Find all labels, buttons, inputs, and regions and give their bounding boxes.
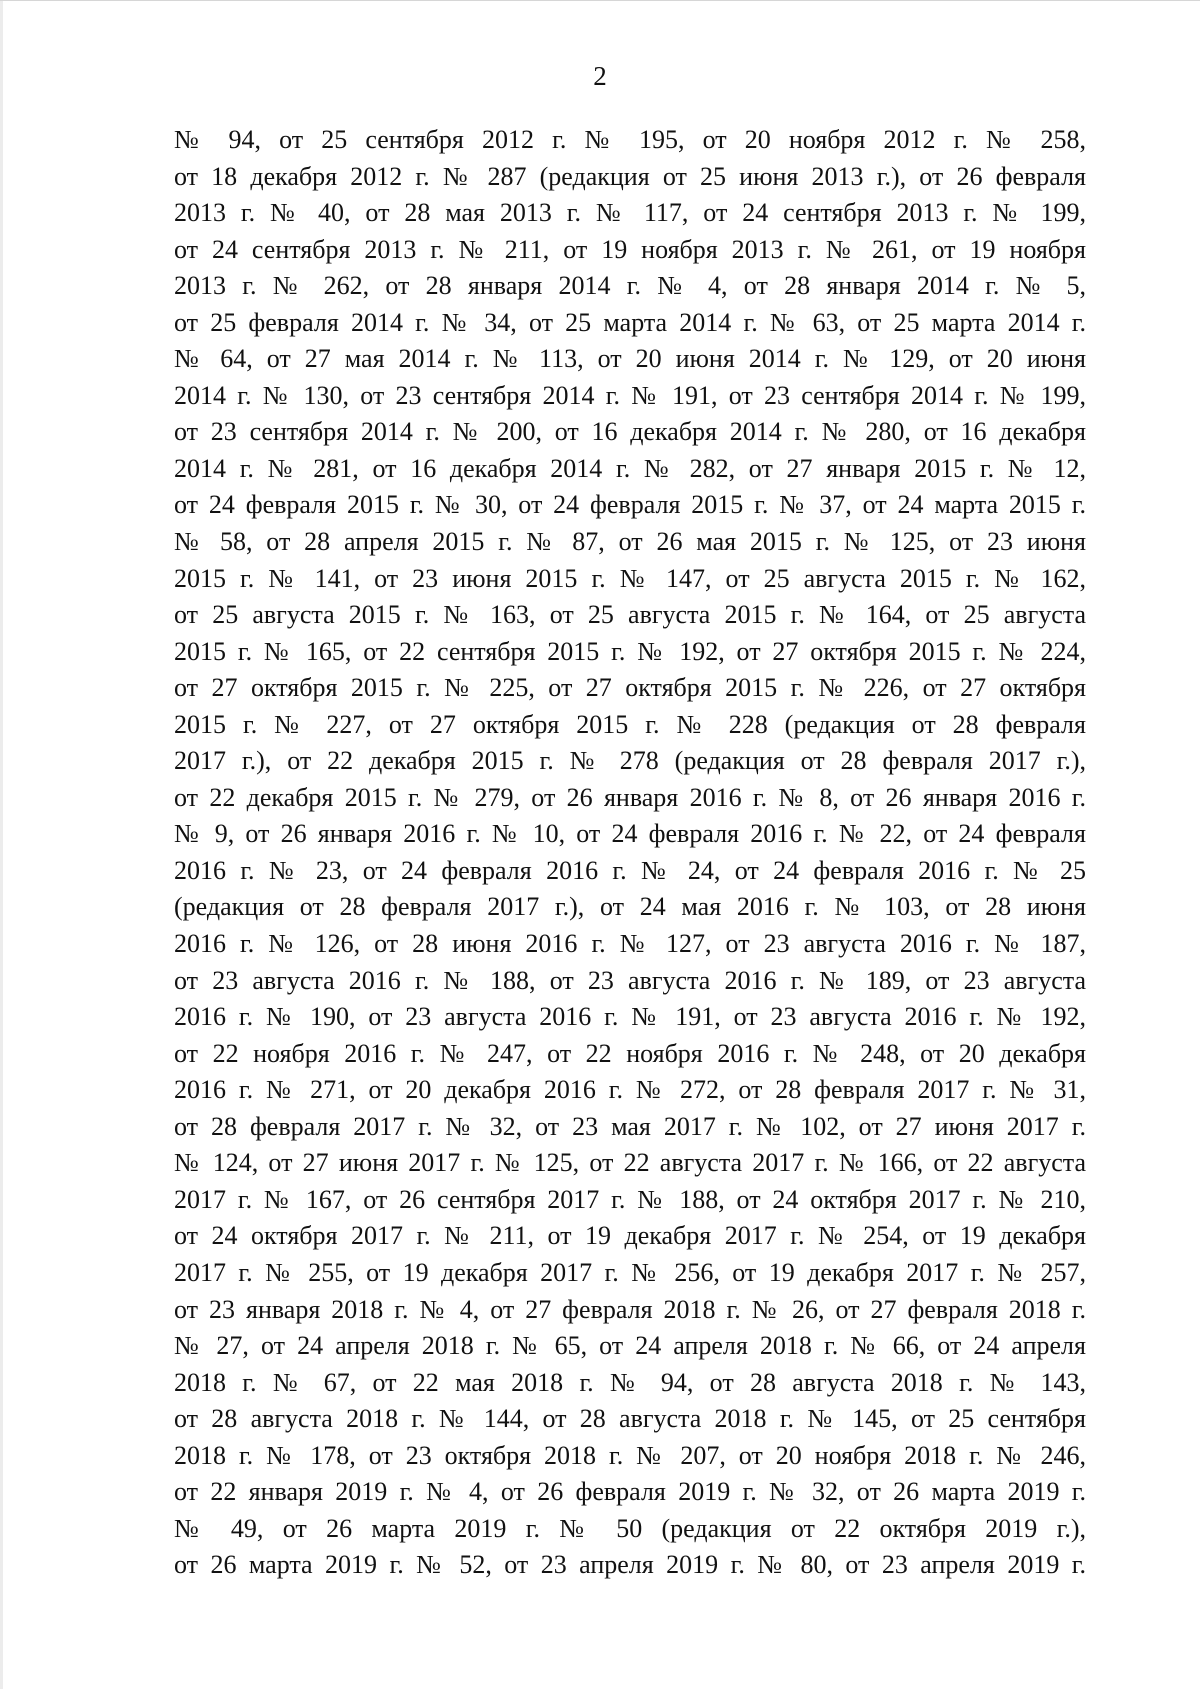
- text-line: от 22 ноября 2016 г. № 247, от 22 ноября 2016 г. № 248, от 20 декабря: [174, 1038, 1086, 1068]
- text-line: № 64, от 27 мая 2014 г. № 113, от 20 июня 2014 г. № 129, от 20 июня: [174, 344, 1086, 374]
- text-line: 2015 г. № 227, от 27 октября 2015 г. № 228 (редакция от 28 февраля: [174, 709, 1086, 739]
- text-line: 2015 г. № 141, от 23 июня 2015 г. № 147, от 25 августа 2015 г. № 162,: [174, 563, 1086, 593]
- text-line: 2018 г. № 178, от 23 октября 2018 г. № 207, от 20 ноября 2018 г. № 246,: [174, 1440, 1086, 1470]
- text-line: 2017 г.), от 22 декабря 2015 г. № 278 (редакция от 28 февраля 2017 г.),: [174, 746, 1086, 776]
- text-line: от 23 сентября 2014 г. № 200, от 16 декабря 2014 г. № 280, от 16 декабря: [174, 417, 1086, 447]
- text-line: 2017 г. № 255, от 19 декабря 2017 г. № 256, от 19 декабря 2017 г. № 257,: [174, 1257, 1086, 1287]
- text-line: № 58, от 28 апреля 2015 г. № 87, от 26 мая 2015 г. № 125, от 23 июня: [174, 527, 1086, 557]
- text-line: 2017 г. № 167, от 26 сентября 2017 г. № 188, от 24 октября 2017 г. № 210,: [174, 1184, 1086, 1214]
- text-line: от 28 февраля 2017 г. № 32, от 23 мая 2017 г. № 102, от 27 июня 2017 г.: [174, 1111, 1086, 1141]
- text-line: от 22 января 2019 г. № 4, от 26 февраля 2019 г. № 32, от 26 марта 2019 г.: [174, 1477, 1086, 1507]
- text-line: 2013 г. № 262, от 28 января 2014 г. № 4, от 28 января 2014 г. № 5,: [174, 271, 1086, 301]
- text-line: № 94, от 25 сентября 2012 г. № 195, от 20 ноября 2012 г. № 258,: [174, 125, 1086, 154]
- text-line: № 49, от 26 марта 2019 г. № 50 (редакция от 22 октября 2019 г.),: [174, 1513, 1086, 1543]
- scan-edge: [0, 1, 3, 1689]
- text-line: 2015 г. № 165, от 22 сентября 2015 г. № 192, от 27 октября 2015 г. № 224,: [174, 636, 1086, 666]
- body-text: [174, 122, 1086, 1584]
- page-number: 2: [593, 61, 607, 91]
- text-line: от 23 августа 2016 г. № 188, от 23 августа 2016 г. № 189, от 23 августа: [174, 965, 1086, 995]
- text-line: от 22 декабря 2015 г. № 279, от 26 января 2016 г. № 8, от 26 января 2016 г.: [174, 782, 1086, 812]
- text-line: 2016 г. № 126, от 28 июня 2016 г. № 127, от 23 августа 2016 г. № 187,: [174, 929, 1086, 959]
- text-line: от 23 января 2018 г. № 4, от 27 февраля 2018 г. № 26, от 27 февраля 2018 г.: [174, 1294, 1086, 1324]
- text-line: 2016 г. № 271, от 20 декабря 2016 г. № 272, от 28 февраля 2017 г. № 31,: [174, 1075, 1086, 1105]
- text-line: № 9, от 26 января 2016 г. № 10, от 24 февраля 2016 г. № 22, от 24 февраля: [174, 819, 1086, 849]
- text-line: 2018 г. № 67, от 22 мая 2018 г. № 94, от 28 августа 2018 г. № 143,: [174, 1367, 1086, 1397]
- text-line: от 28 августа 2018 г. № 144, от 28 августа 2018 г. № 145, от 25 сентября: [174, 1404, 1086, 1434]
- text-line: от 25 августа 2015 г. № 163, от 25 августа 2015 г. № 164, от 25 августа: [174, 600, 1086, 630]
- text-line: 2013 г. № 40, от 28 мая 2013 г. № 117, от 24 сентября 2013 г. № 199,: [174, 198, 1086, 228]
- text-line: от 24 сентября 2013 г. № 211, от 19 ноября 2013 г. № 261, от 19 ноября: [174, 234, 1086, 264]
- text-line: № 27, от 24 апреля 2018 г. № 65, от 24 апреля 2018 г. № 66, от 24 апреля: [174, 1331, 1086, 1361]
- text-line: от 24 октября 2017 г. № 211, от 19 декабря 2017 г. № 254, от 19 декабря: [174, 1221, 1086, 1251]
- text-line: 2014 г. № 281, от 16 декабря 2014 г. № 282, от 27 января 2015 г. № 12,: [174, 453, 1086, 483]
- text-line: 2016 г. № 190, от 23 августа 2016 г. № 191, от 23 августа 2016 г. № 192,: [174, 1002, 1086, 1032]
- text-line: № 124, от 27 июня 2017 г. № 125, от 22 августа 2017 г. № 166, от 22 августа: [174, 1148, 1086, 1178]
- text-line: 2014 г. № 130, от 23 сентября 2014 г. № 191, от 23 сентября 2014 г. № 199,: [174, 380, 1086, 410]
- text-line: от 24 февраля 2015 г. № 30, от 24 февраля 2015 г. № 37, от 24 марта 2015 г.: [174, 490, 1086, 520]
- text-line: от 27 октября 2015 г. № 225, от 27 октября 2015 г. № 226, от 27 октября: [174, 673, 1086, 703]
- text-line: 2016 г. № 23, от 24 февраля 2016 г. № 24, от 24 февраля 2016 г. № 25: [174, 855, 1086, 885]
- text-line: от 26 марта 2019 г. № 52, от 23 апреля 2019 г. № 80, от 23 апреля 2019 г.: [174, 1550, 1086, 1580]
- text-line: (редакция от 28 февраля 2017 г.), от 24 мая 2016 г. № 103, от 28 июня: [174, 892, 1086, 922]
- text-line: от 25 февраля 2014 г. № 34, от 25 марта 2014 г. № 63, от 25 марта 2014 г.: [174, 307, 1086, 337]
- text-line: от 18 декабря 2012 г. № 287 (редакция от 25 июня 2013 г.), от 26 февраля: [174, 161, 1086, 191]
